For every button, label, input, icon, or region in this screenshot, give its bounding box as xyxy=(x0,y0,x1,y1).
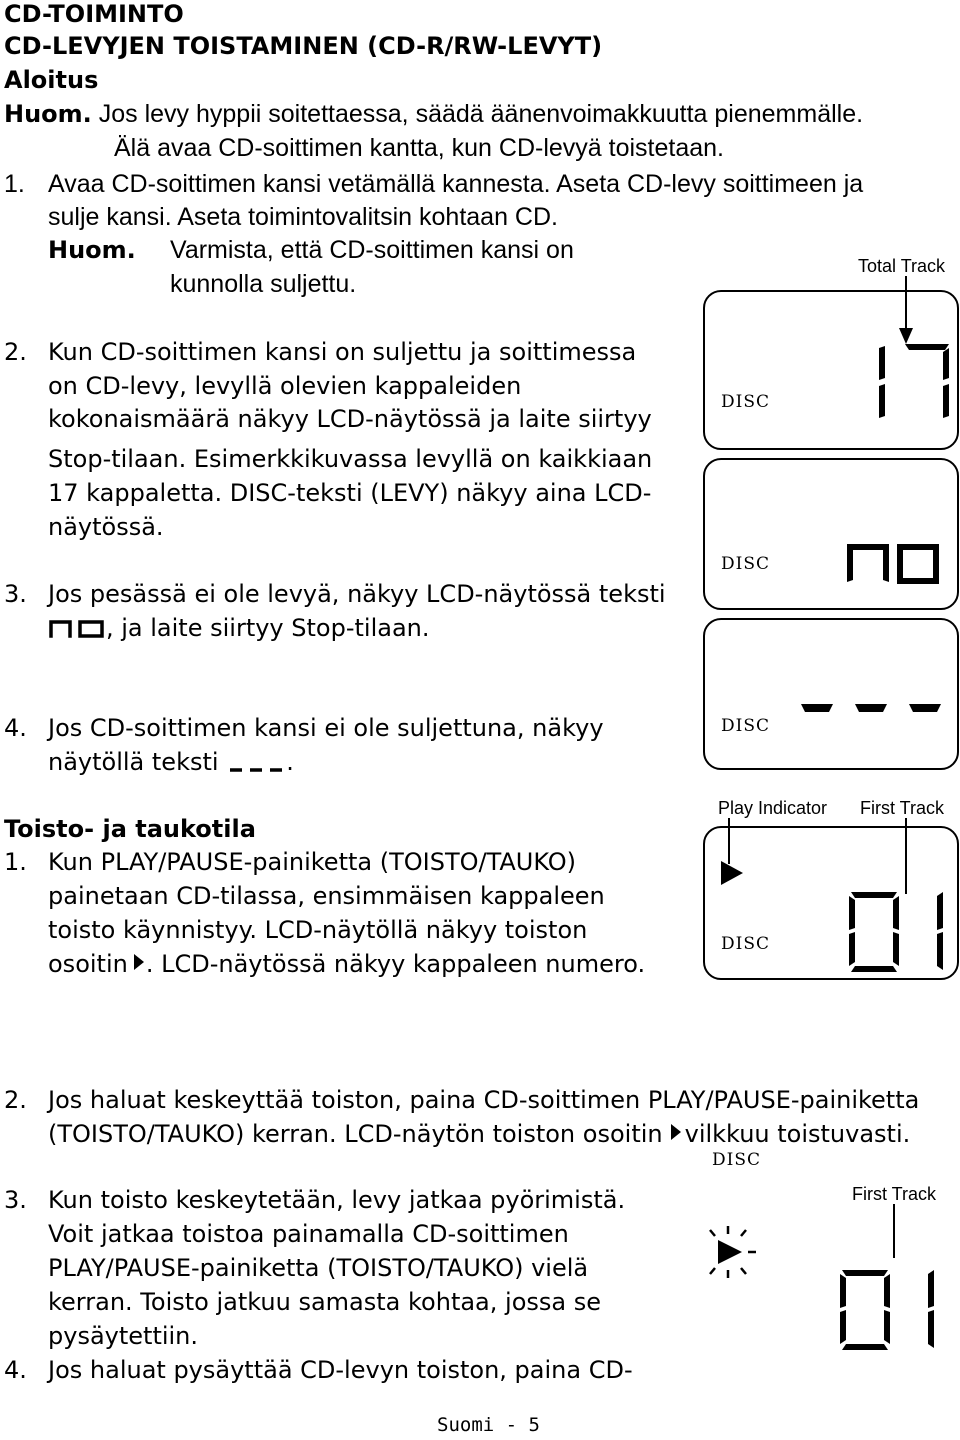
play-indicator-icon xyxy=(717,858,747,888)
play-indicator-icon xyxy=(663,1122,685,1142)
play-step2-line-1: Jos haluat keskeyttää toiston, paina CD-soittimen PLAY/PAUSE-painiketta xyxy=(48,1086,920,1114)
step2-number: 2. xyxy=(4,338,27,366)
play-step2-number: 2. xyxy=(4,1086,27,1114)
lcd-display-lid-open xyxy=(703,618,959,770)
lcd-digits-01 xyxy=(845,890,955,974)
note-text-1: Jos levy hyppii soitettaessa, säädä äänenvoimakkuutta pienemmälle. xyxy=(98,100,864,128)
blinking-play-indicator-icon xyxy=(702,1222,762,1282)
play-step3-line-5: pysäytettiin. xyxy=(48,1322,199,1350)
step2-line-5: 17 kappaletta. DISC-teksti (LEVY) näkyy aina LCD- xyxy=(48,479,652,507)
step3-line-1: Jos pesässä ei ole levyä, näkyy LCD-näytössä teksti xyxy=(48,580,666,608)
step1-huom-label: Huom. xyxy=(48,236,136,264)
step3-line-2 xyxy=(48,614,429,642)
play-step3-line-4: kerran. Toisto jatkuu samasta kohtaa, jossa se xyxy=(48,1288,601,1316)
play-step1-line-4-text: osoitin xyxy=(48,950,128,978)
play-step1-line-3: toisto käynnistyy. LCD-näytöllä näkyy toiston xyxy=(48,916,588,944)
play-step2-line-2-end: vilkkuu toistuvasti. xyxy=(684,1120,911,1148)
step3-line-2-text: , ja laite siirtyy Stop-tilaan. xyxy=(106,614,430,642)
play-step2-line-2-text: (TOISTO/TAUKO) kerran. LCD-näytön toiston osoitin xyxy=(48,1120,663,1148)
play-step4-line-1: Jos haluat pysäyttää CD-levyn toiston, paina CD- xyxy=(48,1356,633,1384)
step1-line-4: kunnolla suljettu. xyxy=(170,270,357,298)
disc-label: DISC xyxy=(721,716,770,736)
step2-line-1: Kun CD-soittimen kansi on suljettu ja soittimessa xyxy=(48,338,637,366)
lcd-display-total-track xyxy=(703,290,959,450)
play-indicator-label: Play Indicator xyxy=(718,798,828,818)
play-step3-number: 3. xyxy=(4,1186,27,1214)
play-step1-line-2: painetaan CD-tilassa, ensimmäisen kappaleen xyxy=(48,882,605,910)
huom-label: Huom. xyxy=(4,100,92,128)
lcd-display-playing xyxy=(703,826,959,980)
play-step3-line-3: PLAY/PAUSE-painiketta (TOISTO/TAUKO) vielä xyxy=(48,1254,589,1282)
step4-line-2-text: näytöllä teksti xyxy=(48,748,219,776)
step4-line-2-end: . xyxy=(286,748,294,776)
step4-number: 4. xyxy=(4,714,27,742)
step4-line-2 xyxy=(48,748,294,776)
step1-line-1: Avaa CD-soittimen kansi vetämällä kannesta. Aseta CD-levy soittimeen ja xyxy=(48,170,864,198)
lcd-digits-01-paused xyxy=(836,1268,946,1352)
section-heading-toisto: Toisto- ja taukotila xyxy=(4,815,256,843)
first-track-label: First Track xyxy=(860,798,944,818)
play-step1-line-4-end: . LCD-näytössä näkyy kappaleen numero. xyxy=(145,950,646,978)
play-step1-line-1: Kun PLAY/PAUSE-painiketta (TOISTO/TAUKO) xyxy=(48,848,577,876)
step2-line-3: kokonaismäärä näkyy LCD-näytössä ja laite siirtyy xyxy=(48,405,652,433)
play-step2-line-2 xyxy=(48,1120,910,1148)
play-step3-line-2: Voit jatkaa toistoa painamalla CD-soittimen xyxy=(48,1220,569,1248)
step2-line-4: Stop-tilaan. Esimerkkikuvassa levyllä on kaikkiaan xyxy=(48,445,653,473)
step2-line-2: on CD-levy, levyllä olevien kappaleiden xyxy=(48,372,522,400)
step1-line-2: sulje kansi. Aseta toimintovalitsin kohtaan CD. xyxy=(48,203,558,231)
step1-line-3: Varmista, että CD-soittimen kansi on xyxy=(170,236,574,264)
play-step3-line-1: Kun toisto keskeytetään, levy jatkaa pyörimistä. xyxy=(48,1186,626,1214)
step3-number: 3. xyxy=(4,580,27,608)
page-title: CD-TOIMINTO xyxy=(4,0,184,28)
play-step1-number: 1. xyxy=(4,848,27,876)
page-subtitle: CD-LEVYJEN TOISTAMINEN (CD-R/RW-LEVYT) xyxy=(4,32,603,60)
lcd-digits-17 xyxy=(865,342,955,424)
step2-line-6: näytössä. xyxy=(48,513,164,541)
disc-label: DISC xyxy=(721,554,770,574)
lcd-display-no-disc xyxy=(703,458,959,610)
note-line-1 xyxy=(4,100,863,129)
dashes-lcd-glyph xyxy=(226,748,286,770)
lcd-text-no xyxy=(843,540,943,590)
step4-line-1: Jos CD-soittimen kansi ei ole suljettuna, näkyy xyxy=(48,714,604,742)
disc-label: DISC xyxy=(721,934,770,954)
first-track-label: First Track xyxy=(852,1184,936,1204)
page-footer: Suomi - 5 xyxy=(437,1414,540,1436)
section-heading-aloitus: Aloitus xyxy=(4,66,99,94)
play-indicator-icon xyxy=(128,952,146,972)
step1-number: 1. xyxy=(4,170,25,198)
disc-label: DISC xyxy=(721,392,770,412)
note-line-2: Älä avaa CD-soittimen kantta, kun CD-levyä toistetaan. xyxy=(114,134,724,162)
play-step4-number: 4. xyxy=(4,1356,27,1384)
lcd-text-dashes xyxy=(797,698,947,718)
play-step1-line-4 xyxy=(48,950,645,978)
disc-label: DISC xyxy=(712,1150,761,1170)
no-lcd-glyph xyxy=(48,614,106,636)
total-track-label: Total Track xyxy=(858,256,946,276)
first-track-pointer xyxy=(884,1204,904,1264)
